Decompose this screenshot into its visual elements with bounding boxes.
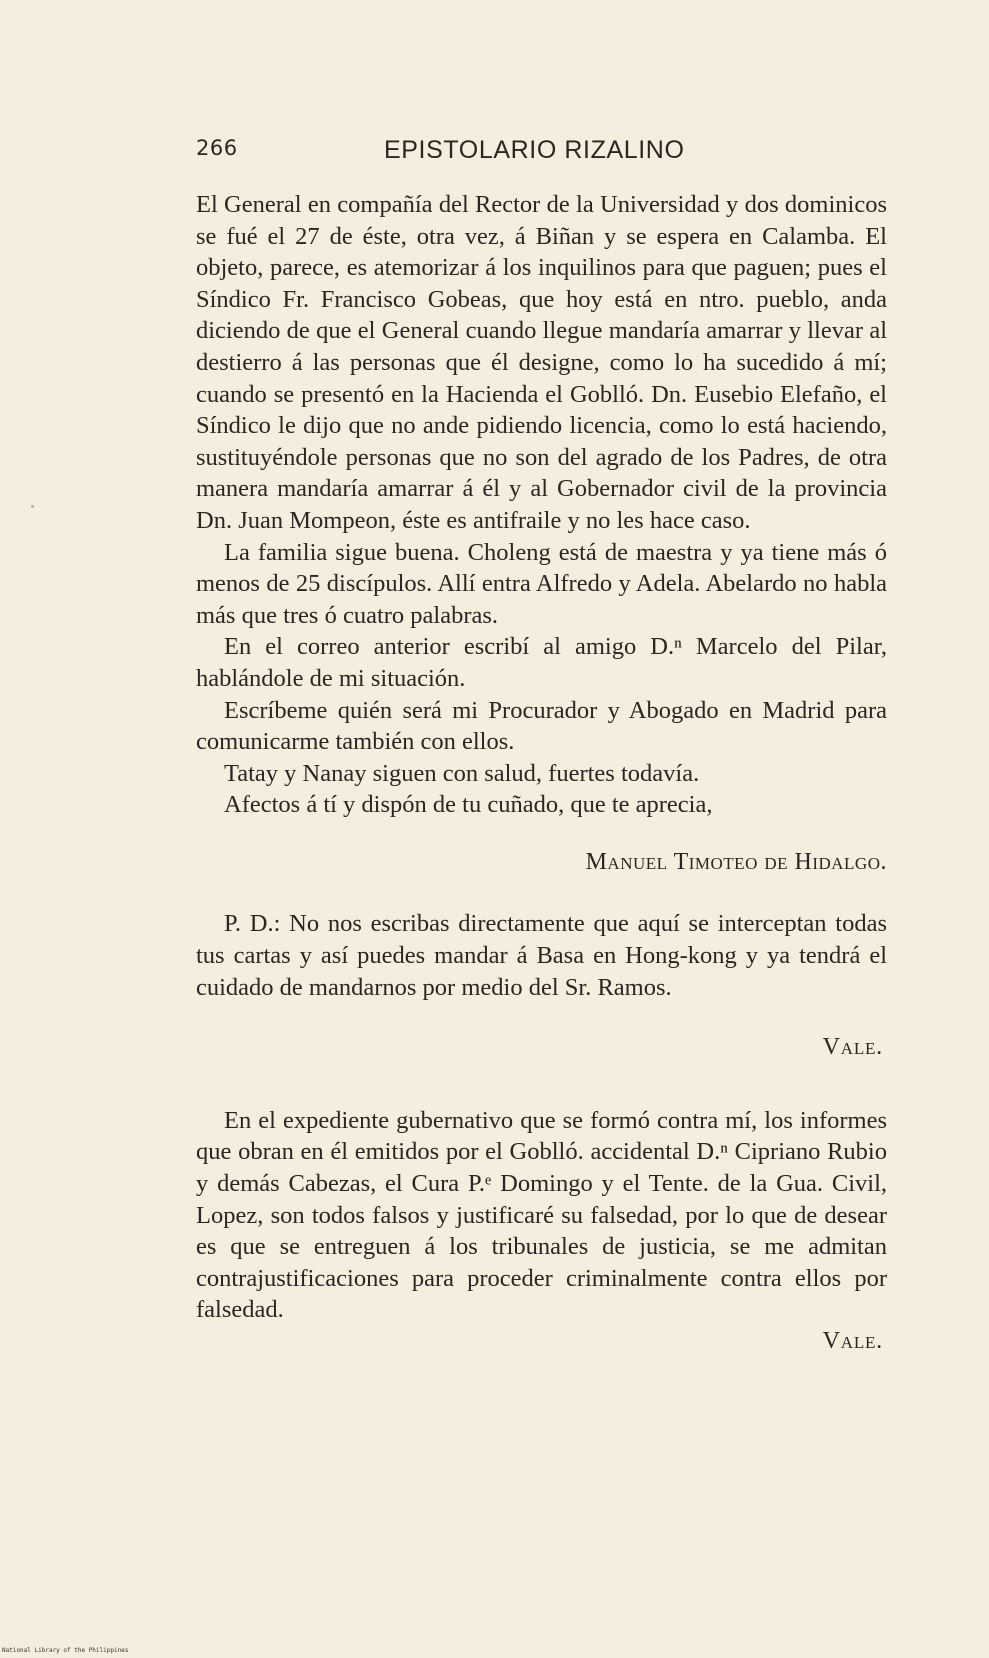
paragraph: Afectos á tí y dispón de tu cuñado, que te aprecia, <box>224 791 713 819</box>
postscript: P. D.: No nos escribas directamente que aquí se interceptan todas tus cartas y así puedes mandar á Basa en Hong-kong y ya tendrá el cuidado de mandarnos por medio del Sr. Ramos. <box>196 910 887 1001</box>
paragraph: En el correo anterior escribí al amigo D.ⁿ Marcelo del Pilar, hablándole de mi situación. <box>196 633 887 692</box>
paragraph: Tatay y Nanay siguen con salud, fuertes todavía. <box>224 759 700 787</box>
paper-spot <box>31 505 34 508</box>
vale-closing: Vale. <box>822 1034 883 1061</box>
paragraph: Escríbeme quién será mi Procurador y Abogado en Madrid para comunicarme también con ellos. <box>196 696 887 756</box>
library-credit: National Library of the Philippines <box>2 1647 129 1654</box>
running-title: EPISTOLARIO RIZALINO <box>384 136 685 164</box>
page-header <box>196 136 760 172</box>
page-number: 266 <box>196 136 238 160</box>
letter-body <box>196 189 887 1358</box>
paragraph: El General en compañía del Rector de la Universidad y dos dominicos se fué el 27 de éste, otra vez, á Biñan y se espera en Calamba. El objeto, parece, es atemorizar á los inquilinos para que paguen; pues el Síndico Fr. Francisco Gobeas, que hoy está en ntro. pueblo, anda diciendo de que el General cuando llegue mandaría amarrar y llevar al destierro á las personas que él designe, como lo ha sucedido á mí; cuando se presentó en la Hacienda el Goblló. Dn. Eusebio Elefaño, el Síndico le dijo que no ande pidiendo licencia, como lo está haciendo, sustituyéndole personas que no son del agrado de los Padres, de otra manera mandaría amarrar á él y al Gobernador civil de la provincia Dn. Juan Mompeon, éste es antifraile y no les hace caso. <box>196 191 887 534</box>
note-paragraph: En el expediente gubernativo que se formó contra mí, los informes que obran en él emitidos por el Goblló. accidental D.ⁿ Cipriano Rubio y demás Cabezas, el Cura P.ᵉ Domingo y el Tente. de la Gua. Civil, Lopez, son todos falsos y justificaré su falsedad, por lo que de desear es que se entreguen á los tribunales de justicia, se me admitan contrajustificaciones para proceder criminalmente contra ellos por falsedad. <box>196 1106 887 1324</box>
signature: Manuel Timoteo de Hidalgo. <box>585 848 887 875</box>
vale-closing: Vale. <box>822 1328 883 1354</box>
paragraph: La familia sigue buena. Choleng está de maestra y ya tiene más ó menos de 25 discípulos. Allí entra Alfredo y Adela. Abelardo no habla más que tres ó cuatro palabras. <box>196 538 887 629</box>
